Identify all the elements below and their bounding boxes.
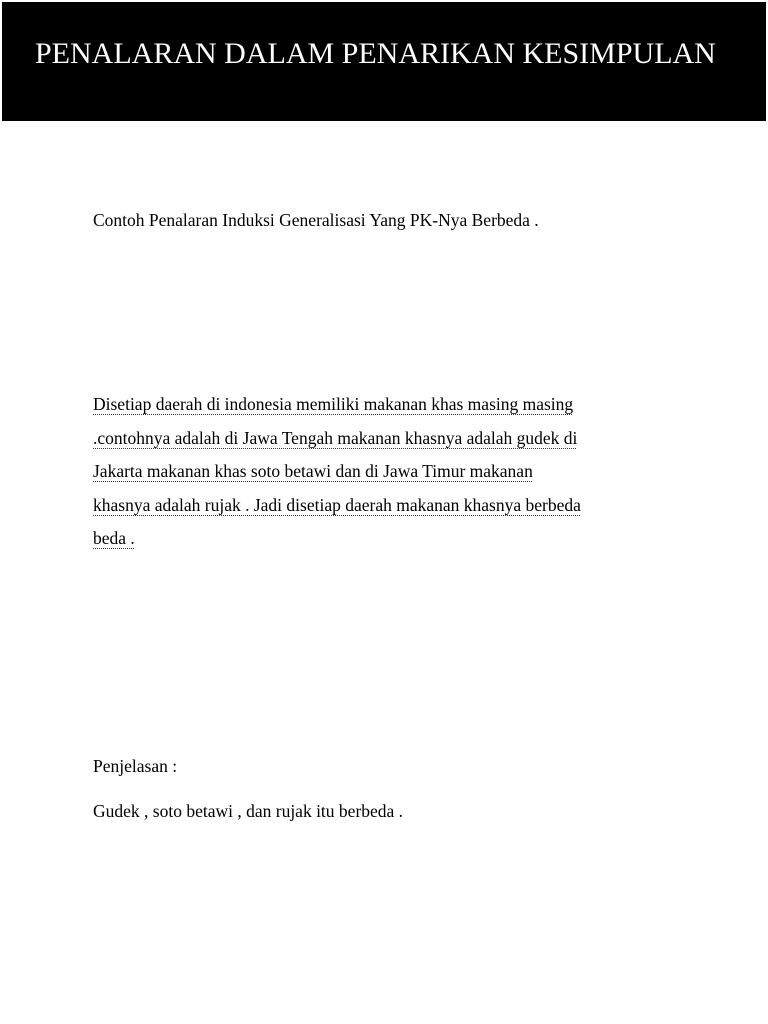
paragraph-line xyxy=(93,489,683,523)
paragraph-line-text: Disetiap daerah di indonesia memiliki makanan khas masing masing xyxy=(93,394,574,414)
paragraph-line xyxy=(93,522,683,556)
explanation-label: Penjelasan : xyxy=(93,756,178,776)
paragraph-line-text: khasnya adalah rujak . Jadi disetiap daerah makanan khasnya berbeda xyxy=(93,494,581,515)
paragraph-line-text: Jakarta makanan khas soto betawi dan di Jawa Timur makanan xyxy=(93,461,533,481)
paragraph-line xyxy=(93,422,683,456)
paragraph-line-text: beda . xyxy=(93,528,135,548)
paragraph-line xyxy=(93,388,683,422)
explanation-text: Gudek , soto betawi , dan rujak itu berbeda . xyxy=(93,801,404,821)
section-heading: Contoh Penalaran Induksi Generalisasi Yang PK-Nya Berbeda . xyxy=(93,210,539,230)
page-title: PENALARAN DALAM PENARIKAN KESIMPULAN xyxy=(35,37,716,70)
example-paragraph xyxy=(93,388,683,556)
title-bar xyxy=(2,2,766,121)
paragraph-line-text: .contohnya adalah di Jawa Tengah makanan khasnya adalah gudek di xyxy=(93,427,578,448)
paragraph-line xyxy=(93,455,683,489)
